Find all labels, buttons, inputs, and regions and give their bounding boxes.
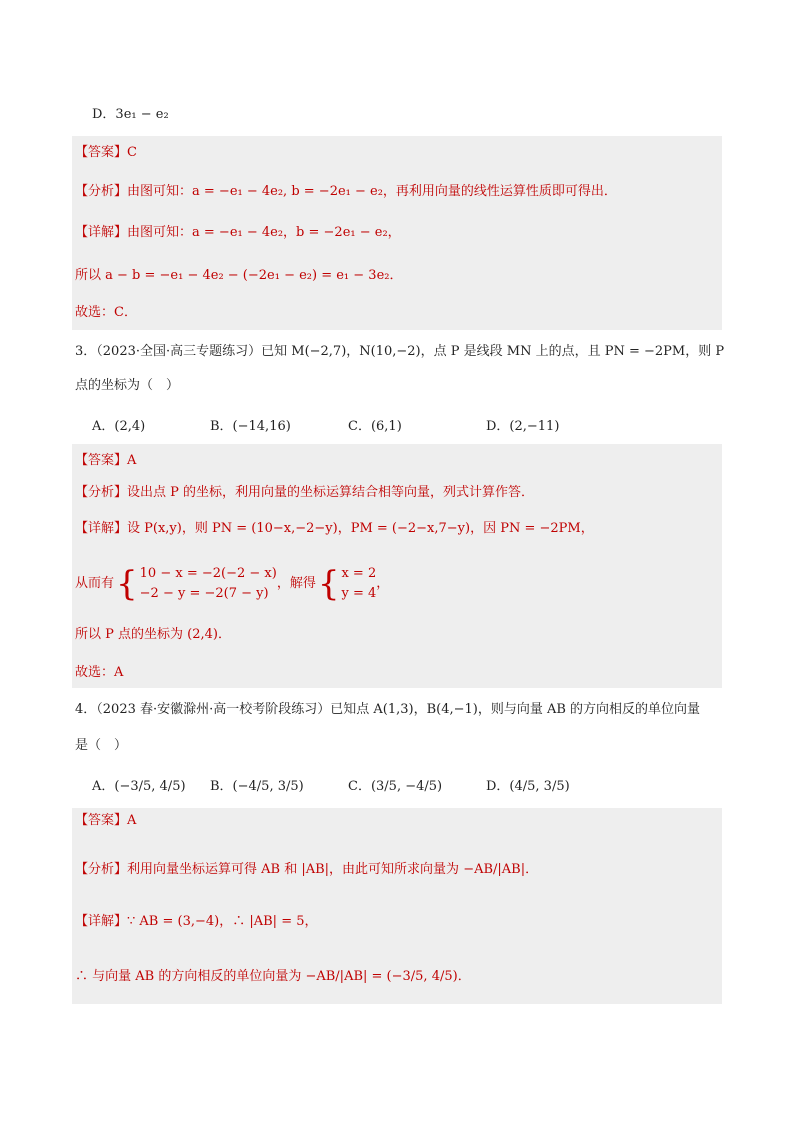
q2-choice: 故选：C．: [75, 305, 137, 320]
q3-detail-3: 所以 P 点的坐标为 (2,4)．: [75, 627, 231, 642]
q2-detail-1: [75, 224, 401, 242]
q2-detail-2: 所以 a − b = −e₁ − 4e₂ − (−2e₁ − e₂) = e₁ − 3e₂．: [75, 268, 403, 283]
q4-option-b: B．(−4/5, 3/5): [210, 779, 304, 794]
detail-tag: 【详解】: [75, 225, 128, 240]
q4-detail-1: [75, 913, 318, 931]
detail-end: ，: [376, 576, 390, 591]
q3-option-b: B．(−14,16): [210, 419, 291, 434]
solution-equation-1: x = 2: [341, 566, 377, 581]
q2-option-d: D．3e₁ − e₂: [92, 107, 169, 122]
q3-option-d: D．(2,−11): [486, 419, 560, 434]
system-equation-2: −2 − y = −2(7 − y): [139, 586, 269, 601]
q4-option-a: A．(−3/5, 4/5): [92, 779, 186, 794]
q3-detail-2: [75, 564, 389, 604]
brace-icon: {: [317, 564, 340, 604]
detail-text: 由图可知：a = −e₁ − 4e₂，b = −2e₁ − e₂，: [127, 225, 401, 240]
answer-tag: 【答案】: [75, 813, 128, 828]
q4-option-c: C．(3/5, −4/5): [348, 779, 443, 794]
detail-tag: 【详解】: [75, 521, 128, 536]
q4-analysis: [75, 861, 538, 879]
q4-stem-1: 4．（2023 春·安徽滁州·高一校考阶段练习）已知点 A(1,3)，B(4,−1)，则与向量 AB 的方向相反的单位向量: [75, 702, 701, 717]
q4-stem-2: 是（ ）: [75, 738, 128, 753]
answer-tag: 【答案】: [75, 453, 128, 468]
q3-choice: 故选：A: [75, 665, 124, 680]
detail-text: ∵ AB = (3,−4)，∴ |AB| = 5，: [127, 914, 318, 929]
detail-text: 设 P(x,y)，则 PN = (10−x,−2−y)，PM = (−2−x,7−y)，因 PN = −2PM，: [127, 521, 594, 536]
brace-icon: {: [116, 564, 138, 604]
analysis-text: 利用向量坐标运算可得 AB 和 |AB|，由此可知所求向量为 −AB/|AB|．: [127, 862, 539, 877]
q3-option-c: C．(6,1): [348, 419, 402, 434]
analysis-tag: 【分析】: [75, 485, 128, 500]
q3-answer: [75, 452, 136, 470]
detail-mid: ，解得: [276, 576, 316, 591]
analysis-tag: 【分析】: [75, 862, 128, 877]
analysis-text: 由图可知：a = −e₁ − 4e₂, b = −2e₁ − e₂，再利用向量的线性运算性质即可得出．: [127, 184, 617, 199]
q2-analysis: [75, 183, 617, 201]
q2-answer: [75, 144, 137, 162]
solution-equation-2: y = 4: [341, 586, 377, 601]
answer-value: C: [127, 145, 137, 160]
answer-value: A: [127, 813, 137, 828]
detail-tag: 【详解】: [75, 914, 128, 929]
q3-detail-1: [75, 520, 594, 538]
q3-stem-2: 点的坐标为（ ）: [75, 378, 180, 393]
q3-analysis: [75, 484, 534, 502]
analysis-tag: 【分析】: [75, 184, 128, 199]
q4-option-d: D．(4/5, 3/5): [486, 779, 570, 794]
q4-answer: [75, 812, 136, 830]
q3-option-a: A．(2,4): [92, 419, 146, 434]
detail-lead: 从而有: [75, 576, 115, 591]
system-equation-1: 10 − x = −2(−2 − x): [139, 566, 277, 581]
q4-detail-2: ∴ 与向量 AB 的方向相反的单位向量为 −AB/|AB| = (−3/5, 4/5)．: [75, 969, 471, 984]
analysis-text: 设出点 P 的坐标，利用向量的坐标运算结合相等向量，列式计算作答．: [127, 485, 535, 500]
answer-value: A: [127, 453, 137, 468]
answer-tag: 【答案】: [75, 145, 128, 160]
q3-stem-1: 3．（2023·全国·高三专题练习）已知 M(−2,7)，N(10,−2)，点 P 是线段 MN 上的点，且 PN = −2PM，则 P: [75, 344, 725, 359]
